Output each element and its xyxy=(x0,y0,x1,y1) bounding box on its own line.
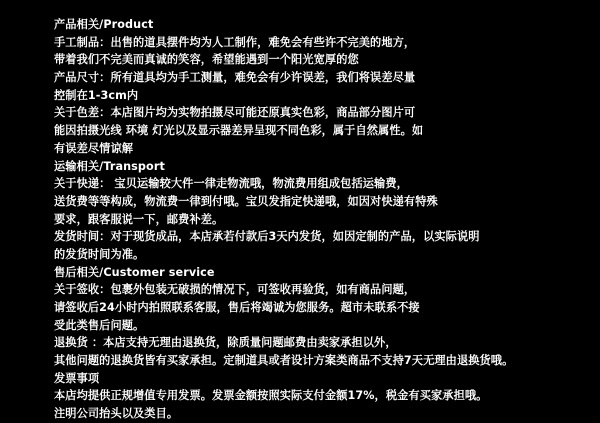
invoice-note-line-2: 注明公司抬头以及类目。 xyxy=(54,407,179,421)
color-note-line-1: 关于色差：本店图片均为实物拍摄尽可能还原真实色彩，商品部分图片可 xyxy=(54,106,416,120)
size-note-line-1: 产品尺寸：所有道具均为手工测量，难免会有少许误差，我们将误差尽量 xyxy=(54,71,416,85)
return-note-line-2: 其他问题的退换货皆有买家承担。定制道具或者设计方案类商品不支持7天无理由退换货哦。 xyxy=(54,354,514,368)
receipt-note-line-2: 请签收后24小时内拍照联系客服，售后将竭诚为您服务。超市未联系不接 xyxy=(54,301,420,314)
section-heading-invoice: 发票事项 xyxy=(54,371,100,385)
receipt-note-line-1: 关于签收：包裹外包装无破损的情况下，可签收再验货，如有商品问题， xyxy=(54,283,416,297)
receipt-note-line-3: 受此类售后问题。 xyxy=(54,318,145,332)
return-note-line-1: 退换货 ：本店支持无理由退换货，除质量问题邮费由卖家承担以外， xyxy=(54,336,397,350)
shipping-time-line-2: 的发货时间为准。 xyxy=(54,247,145,261)
delivery-note-line-2: 送货费等等构成，物流费一律到付哦。宝贝发指定快递哦，如因对快递有特殊 xyxy=(54,194,438,208)
invoice-note-line-1: 本店均提供正规增值专用发票。发票金额按照实际支付金额17%，税金有买家承担哦。 xyxy=(54,389,488,403)
section-heading-transport: 运输相关/Transport xyxy=(54,159,165,173)
delivery-note-line-3: 要求，跟客服说一下，邮费补差。 xyxy=(54,212,224,226)
shipping-time-line-1: 发货时间：对于现货成品，本店承若付款后3天内发货，如因定制的产品，以实际说明 xyxy=(54,230,480,244)
handmade-note-line-2: 带着我们不完美而真诚的笑容，希望能遇到一个阳光宽厚的您 xyxy=(54,53,359,67)
handmade-note-line-1: 手工制品：出售的道具摆件均为人工制作，难免会有些许不完美的地方， xyxy=(54,35,416,49)
color-note-line-2: 能因拍摄光线 环境 灯光以及显示器差异呈现不同色彩，属于自然属性。如 xyxy=(54,124,424,138)
section-heading-product: 产品相关/Product xyxy=(54,18,154,31)
section-heading-customer-service: 售后相关/Customer service xyxy=(54,265,215,279)
color-note-line-3: 有误差尽情谅解 xyxy=(54,141,134,155)
size-note-line-2: 控制在1-3cm内 xyxy=(54,88,139,102)
delivery-note-line-1: 关于快递： 宝贝运输较大件一律走物流哦，物流费用组成包括运输费， xyxy=(54,177,408,191)
notice-text-block xyxy=(54,16,594,423)
